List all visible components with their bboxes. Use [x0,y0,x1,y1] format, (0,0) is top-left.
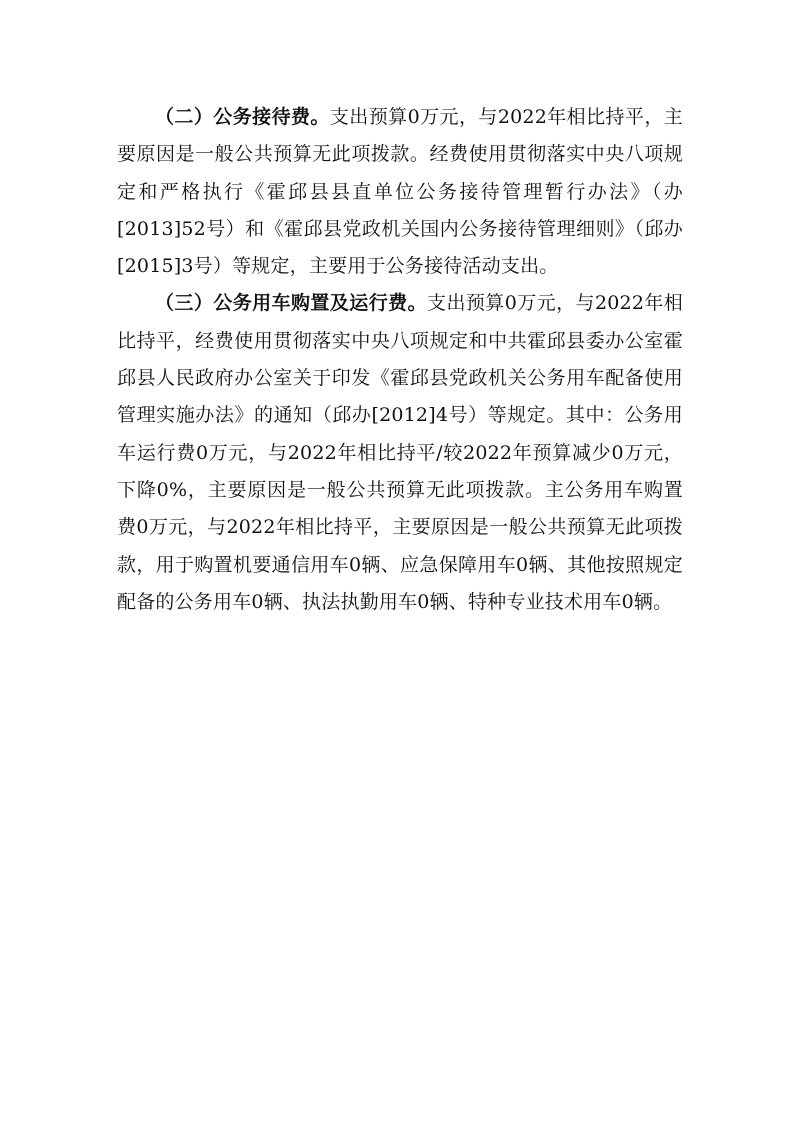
section-heading-vehicle: （三）公务用车购置及运行费。 [155,292,428,315]
section-body-reception: 支出预算0万元，与2022年相比持平，主要原因是一般公共预算无此项拨款。经费使用贯彻落实中央八项规定和严格执行《霍邱县县直单位公务接待管理暂行办法》（办[2013]52号）和《霍邱县党政机关国内公务接待管理细则》（邱办[2015]3号）等规定，主要用于公务接待活动支出。 [117,106,683,278]
section-reception-expenses [117,99,683,285]
document-body [117,99,683,621]
section-vehicle-expenses [117,285,683,621]
section-heading-reception: （二）公务接待费。 [155,106,330,128]
section-body-vehicle: 支出预算0万元，与2022年相比持平，经费使用贯彻落实中央八项规定和中共霍邱县委办公室霍邱县人民政府办公室关于印发《霍邱县党政机关公务用车配备使用管理实施办法》的通知（邱办[2012]4号）等规定。其中：公务用车运行费0万元，与2022年相比持平/较2022年预算减少0万元，下降0%，主要原因是一般公共预算无此项拨款。主公务用车购置费0万元，与2022年相比持平，主要原因是一般公共预算无此项拨款，用于购置机要通信用车0辆、应急保障用车0辆、其他按照规定配备的公务用车0辆、执法执勤用车0辆、特种专业技术用车0辆。 [117,292,683,613]
